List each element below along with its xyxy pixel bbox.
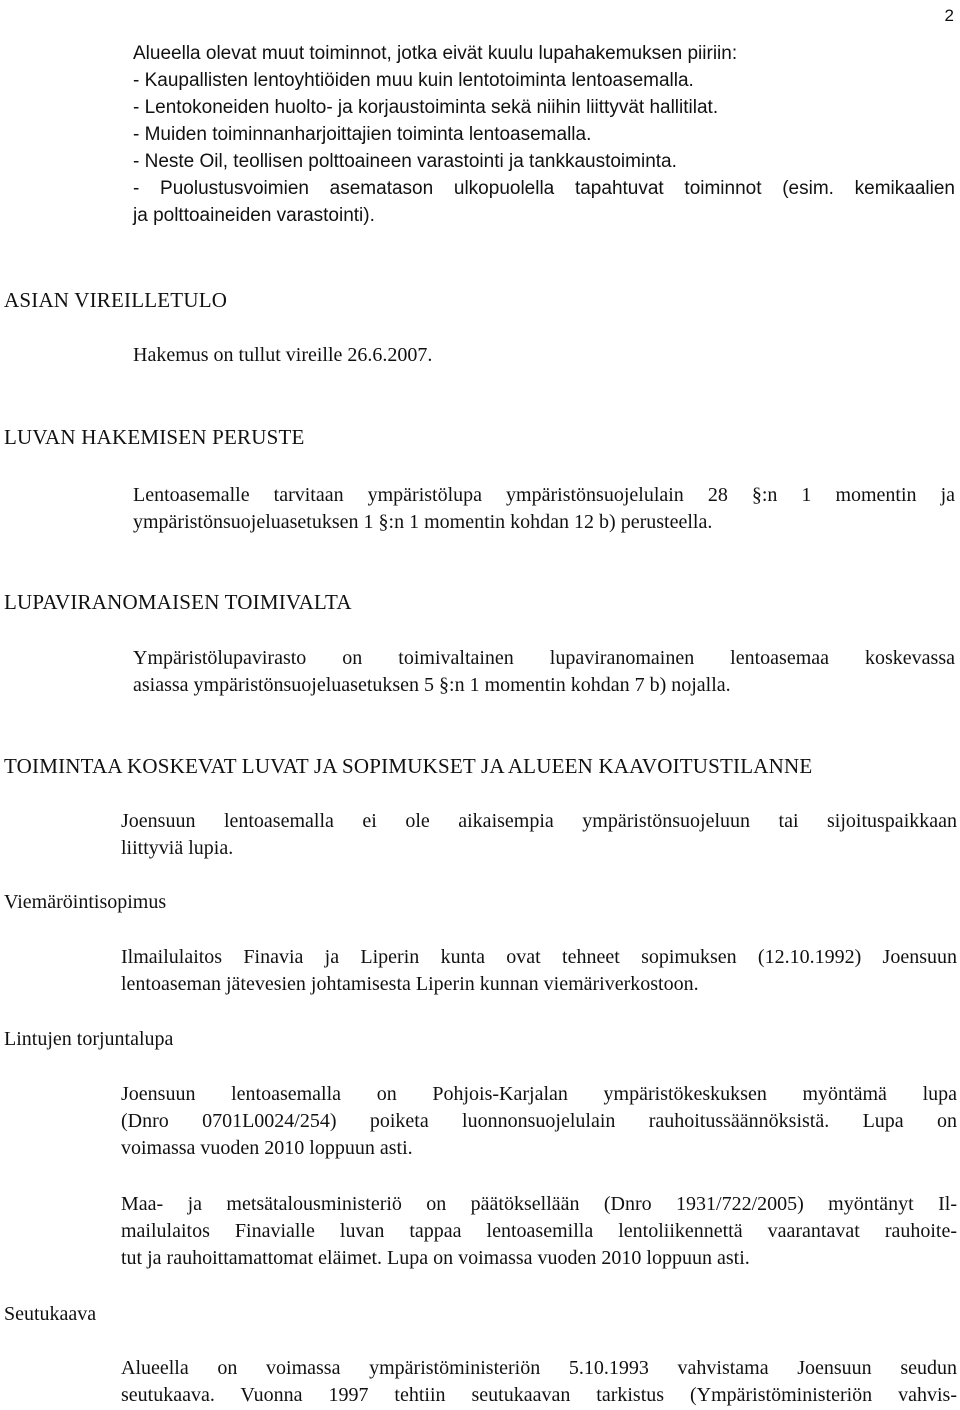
- intro-line: - Muiden toiminnanharjoittajien toiminta lentoasemalla.: [133, 124, 592, 145]
- aiemmat-luvat-line: liittyviä lupia.: [121, 837, 234, 859]
- aiemmat-luvat-paragraph: [121, 808, 957, 862]
- label-lintujen-torjuntalupa: Lintujen torjuntalupa: [4, 1028, 174, 1050]
- page-number: 2: [944, 6, 954, 25]
- heading-asian-vireilletulo: ASIAN VIREILLETULO: [4, 288, 228, 312]
- heading-toimintaa-koskevat: TOIMINTAA KOSKEVAT LUVAT JA SOPIMUKSET JA ALUEEN KAAVOITUSTILANNE: [4, 754, 813, 778]
- aiemmat-luvat-line: Joensuun lentoasemalla ei ole aikaisempia ympäristönsuojeluun tai sijoituspaikkaan: [121, 810, 957, 832]
- intro-line: Alueella olevat muut toiminnot, jotka eivät kuulu lupahakemuksen piiriin:: [133, 43, 738, 64]
- torjuntalupa-line: tut ja rauhoittamattomat eläimet. Lupa on voimassa vuoden 2010 loppuun asti.: [121, 1247, 750, 1269]
- vireilletulo-text: [133, 342, 955, 369]
- torjuntalupa-line: mailulaitos Finavialle luvan tappaa lentoasemilla lentoliikennettä vaarantavat rauhoite-: [121, 1220, 957, 1242]
- torjuntalupa-line: voimassa vuoden 2010 loppuun asti.: [121, 1137, 413, 1159]
- peruste-line: Lentoasemalle tarvitaan ympäristölupa ympäristönsuojelulain 28 §:n 1 momentin ja: [133, 484, 955, 506]
- heading-luvan-hakemisen-peruste: LUVAN HAKEMISEN PERUSTE: [4, 425, 305, 449]
- toimivalta-line: Ympäristölupavirasto on toimivaltainen lupaviranomainen lentoasemaa koskevassa: [133, 647, 955, 669]
- intro-line: - Neste Oil, teollisen polttoaineen varastointi ja tankkaustoiminta.: [133, 151, 677, 172]
- seutukaava-paragraph: [121, 1355, 957, 1409]
- toimivalta-line: asiassa ympäristönsuojeluasetuksen 5 §:n 1 momentin kohdan 7 b) nojalla.: [133, 674, 731, 696]
- intro-line: ja polttoaineiden varastointi).: [133, 205, 375, 226]
- intro-paragraph: [133, 40, 955, 229]
- torjuntalupa-line: Joensuun lentoasemalla on Pohjois-Karjalan ympäristökeskuksen myöntämä lupa: [121, 1083, 957, 1105]
- label-seutukaava: Seutukaava: [4, 1303, 97, 1325]
- seutukaava-line: Alueella on voimassa ympäristöministeriön 5.10.1993 vahvistama Joensuun seudun: [121, 1357, 957, 1379]
- viemarointi-paragraph: [121, 944, 957, 998]
- torjuntalupa-line: Maa- ja metsätalousministeriö on päätöksellään (Dnro 1931/722/2005) myöntänyt Il-: [121, 1193, 957, 1215]
- torjuntalupa-paragraph-2: [121, 1191, 957, 1272]
- torjuntalupa-line: (Dnro 0701L0024/254) poiketa luonnonsuojelulain rauhoitussäännöksistä. Lupa on: [121, 1110, 957, 1132]
- torjuntalupa-paragraph-1: [121, 1081, 957, 1162]
- heading-lupaviranomaisen-toimivalta: LUPAVIRANOMAISEN TOIMIVALTA: [4, 590, 352, 614]
- intro-line: - Lentokoneiden huolto- ja korjaustoiminta sekä niihin liittyvät hallitilat.: [133, 97, 719, 118]
- peruste-paragraph: [133, 482, 955, 536]
- vireilletulo-line: Hakemus on tullut vireille 26.6.2007.: [133, 344, 433, 366]
- intro-line: - Puolustusvoimien asematason ulkopuolella tapahtuvat toiminnot (esim. kemikaalien: [133, 178, 955, 199]
- peruste-line: ympäristönsuojeluasetuksen 1 §:n 1 momentin kohdan 12 b) perusteella.: [133, 511, 713, 533]
- toimivalta-paragraph: [133, 645, 955, 699]
- seutukaava-line: seutukaava. Vuonna 1997 tehtiin seutukaavan tarkistus (Ympäristöministeriön vahvis-: [121, 1384, 957, 1406]
- intro-line: - Kaupallisten lentoyhtiöiden muu kuin lentotoiminta lentoasemalla.: [133, 70, 694, 91]
- viemarointi-line: lentoaseman jätevesien johtamisesta Liperin kunnan viemäriverkostoon.: [121, 973, 699, 995]
- viemarointi-line: Ilmailulaitos Finavia ja Liperin kunta ovat tehneet sopimuksen (12.10.1992) Joensuun: [121, 946, 957, 968]
- label-viemarointisopimus: Viemäröintisopimus: [4, 891, 167, 913]
